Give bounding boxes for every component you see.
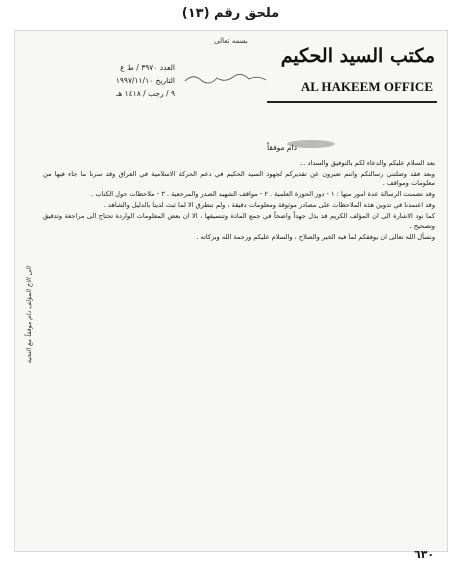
bismillah: بسمه تعالى [214,37,248,45]
body-paragraph: كما نود الاشارة الى ان المؤلف الكريم قد بذل جهداً واضحاً في جمع المادة وتنسيقها ، الا ان بعض المعلومات الواردة تحتاج الى مراجعة وتدقيق وتصحيح . [43,212,435,230]
header-rule [267,101,437,103]
date-hijri: ٩ / رجب / ١٤١٨ هـ [116,89,175,98]
margin-note-text: الى الاخ المؤلف دام موفقاً مع التحية [25,266,33,364]
scanned-letter [14,30,448,552]
margin-note [19,161,35,491]
letter-body [43,159,435,539]
office-name-arabic: مكتب السيد الحكيم [280,45,435,67]
office-name-english: AL HAKEEM OFFICE [300,79,433,94]
salutation: دام موفقاً [266,143,297,152]
body-paragraph: ونسأل الله تعالى ان يوفقكم لما فيه الخير والصلاح ، والسلام عليكم ورحمة الله وبركاته . [196,232,435,241]
date-gregorian: التاريخ ١٩٩٧/١١/١٠ [115,76,175,85]
page-title: ملحق رقم (١٣) [181,6,280,21]
body-paragraph: وقد تضمنت الرسالة عدة امور منها : ١ - دور الحوزة العلمية . ٢ - مواقف الشهيد الصدر والمرجعية . ٣ - ملاحظات حول الكتاب . [91,190,435,199]
body-paragraph: بعد السلام عليكم والدعاء لكم بالتوفيق والسداد ... [299,159,435,167]
body-paragraph: وقد اعتمدنا في تدوين هذه الملاحظات على مصادر موثوقة ومعلومات دقيقة ، ولم نتطرق الا لما ثبت لدينا بالدليل والشاهد . [103,201,435,210]
body-paragraph: وبعد فقد وصلتني رسالتكم وانتم تعبرون عن تقديركم لجهود السيد الحكيم في دعم الحركة الاسلامية في العراق وقد سرنا ما جاء فيها من معلومات ومواقف . [43,170,435,188]
handwritten-scribble [183,69,268,87]
reference-block [55,61,175,100]
reference-number: العدد ٣٩٧٠ / ط ع [120,63,175,72]
page-number: ٦٣٠ [414,548,435,561]
